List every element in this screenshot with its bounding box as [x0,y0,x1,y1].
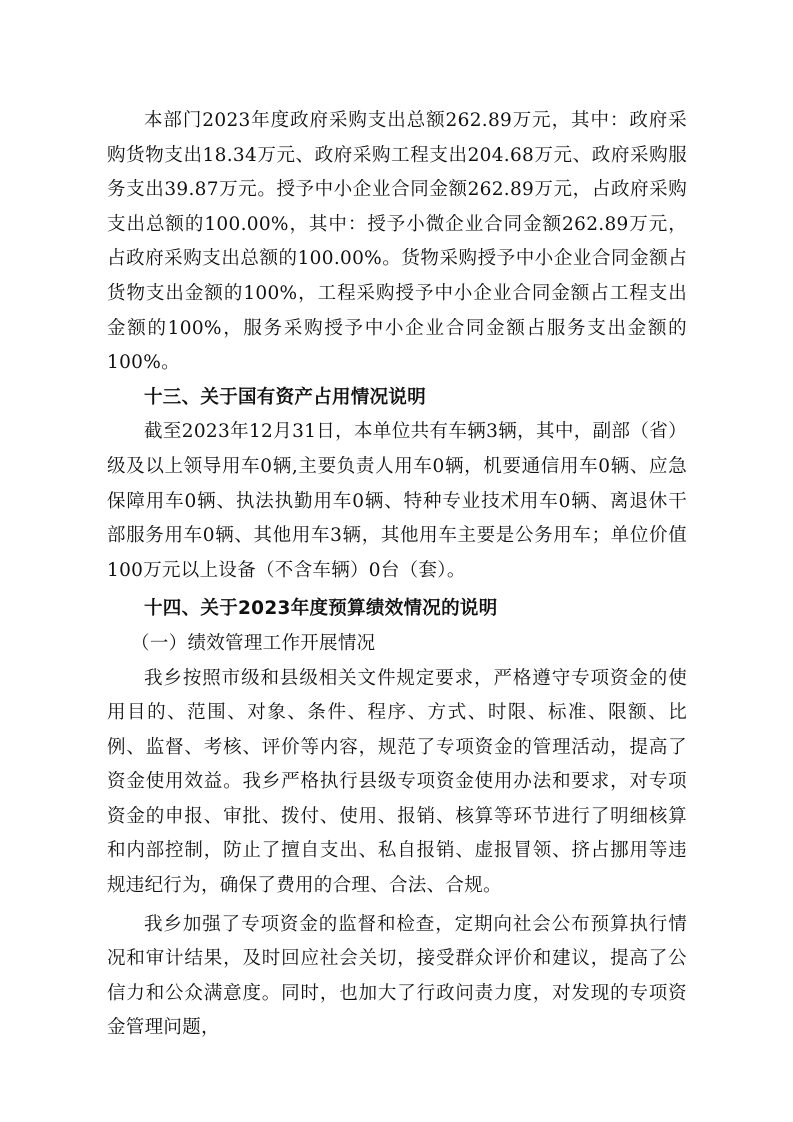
performance-paragraph-1: 我乡按照市级和县级相关文件规定要求，严格遵守专项资金的使用目的、范围、对象、条件、程序、方式、时限、标准、限额、比例、监督、考核、评价等内容，规范了专项资金的管理活动，提高了资金使用效益。我乡严格执行县级专项资金使用办法和要求，对专项资金的申报、审批、拨付、使用、报销、核算等环节进行了明细核算和内部控制，防止了擅自支出、私自报销、虚报冒领、挤占挪用等违规违纪行为，确保了费用的合理、合法、合规。 [107,667,687,897]
section-14-heading: 十四、关于2023年度预算绩效情况的说明 [144,598,498,620]
subsection-1-heading: （一）绩效管理工作开展情况 [131,632,376,654]
performance-paragraph-2: 我乡加强了专项资金的监督和检查，定期向社会公布预算执行情况和审计结果，及时回应社会关切，接受群众评价和建议，提高了公信力和公众满意度。同时，也加大了行政问责力度，对发现的专项资金管理问题， [107,913,687,1039]
document-page [107,104,687,1046]
procurement-paragraph: 本部门2023年度政府采购支出总额262.89万元，其中：政府采购货物支出18.34万元、政府采购工程支出204.68万元、政府采购服务支出39.87万元。授予中小企业合同金额262.89万元，占政府采购支出总额的100.00%，其中：授予小微企业合同金额262.89万元，占政府采购支出总额的100.00%。货物采购授予中小企业合同金额占货物支出金额的100%，工程采购授予中小企业合同金额占工程支出金额的100%，服务采购授予中小企业合同金额占服务支出金额的100%。 [107,110,687,374]
assets-paragraph: 截至2023年12月31日，本单位共有车辆3辆，其中，副部（省）级及以上领导用车0辆,主要负责人用车0辆，机要通信用车0辆、应急保障用车0辆、执法执勤用车0辆、特种专业技术用车0辆、离退休干部服务用车0辆、其他用车3辆，其他用车主要是公务用车；单位价值100万元以上设备（不含车辆）0台（套）。 [107,421,687,581]
section-13-heading: 十三、关于国有资产占用情况说明 [144,386,427,408]
